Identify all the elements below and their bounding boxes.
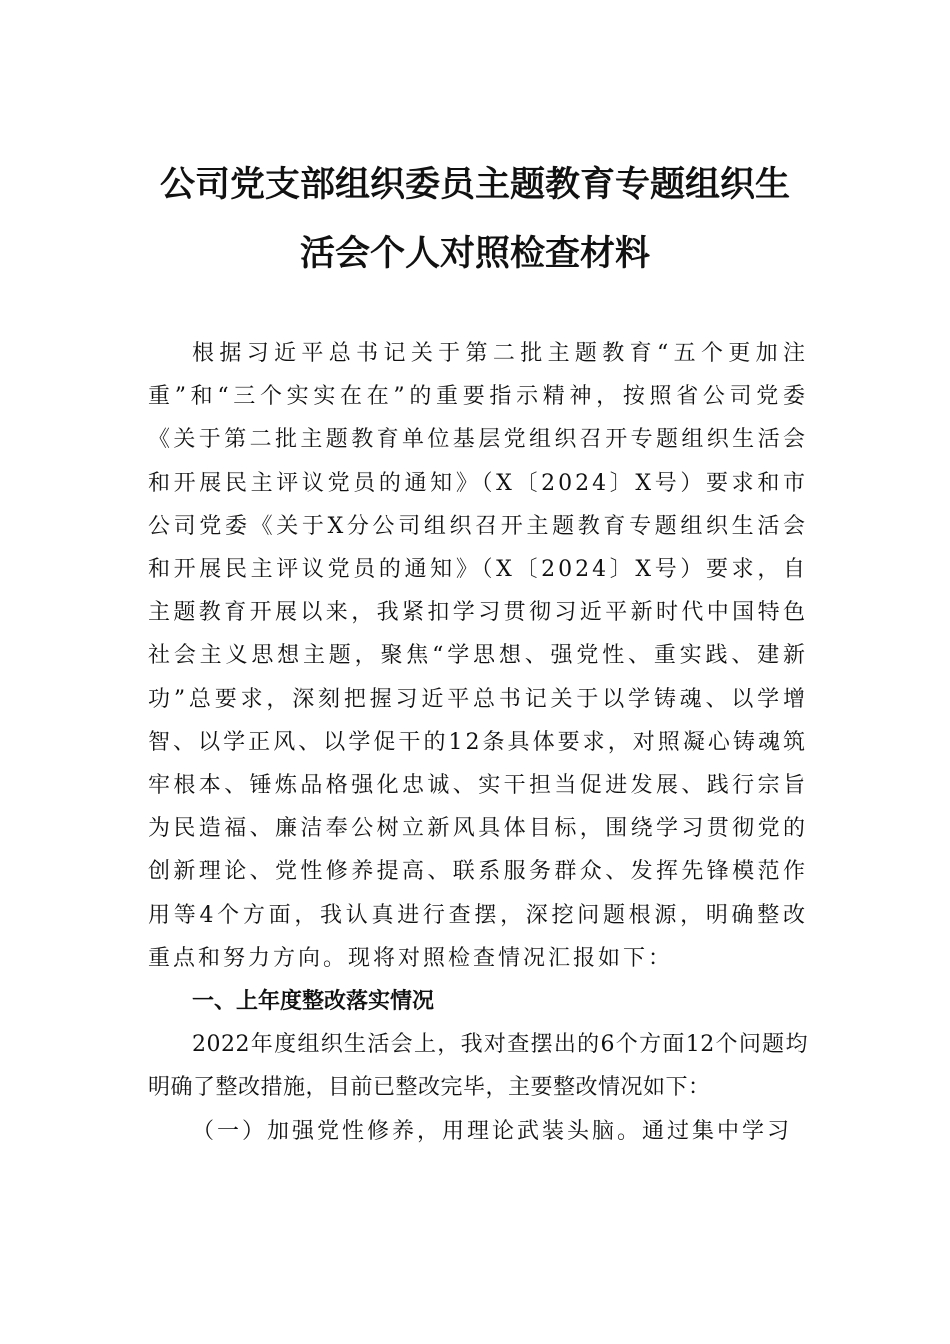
document-title-line-2: 活会个人对照检查材料 xyxy=(299,234,650,274)
section-1-paragraph: 2022年度组织生活会上，我对查摆出的6个方面12个问题均明确了整改措施，目前已整改完毕，主要整改情况如下： xyxy=(148,1032,808,1101)
intro-paragraph: 根据习近平总书记关于第二批主题教育“五个更加注重”和“三个实实在在”的重要指示精神，按照省公司党委《关于第二批主题教育单位基层党组织召开专题组织生活会和开展民主评议党员的通知》（X〔2024〕X号）要求和市公司党委《关于X分公司组织召开主题教育专题组织生活会和开展民主评议党员的通知》（X〔2024〕X号）要求，自主题教育开展以来，我紧扣学习贯彻习近平新时代中国特色社会主义思想主题，聚焦“学思想、强党性、重实践、建新功”总要求，深刻把握习近平总书记关于以学铸魂、以学增智、以学正风、以学促干的12条具体要求，对照凝心铸魂筑牢根本、锤炼品格强化忠诚、实干担当促进发展、践行宗旨为民造福、廉洁奉公树立新风具体目标，围绕学习贯彻党的创新理论、党性修养提高、联系服务群众、发挥先锋模范作用等4个方面，我认真进行查摆，深挖问题根源，明确整改重点和努力方向。现将对照检查情况汇报如下： xyxy=(148,341,808,971)
section-1-heading: 一、上年度整改落实情况 xyxy=(192,989,435,1015)
document-body xyxy=(148,332,808,1153)
document-title-line-1: 公司党支部组织委员主题教育专题组织生 xyxy=(159,165,790,205)
subsection-1-text: （一）加强党性修养，用理论武装头脑。通过集中学习 xyxy=(192,1118,793,1144)
